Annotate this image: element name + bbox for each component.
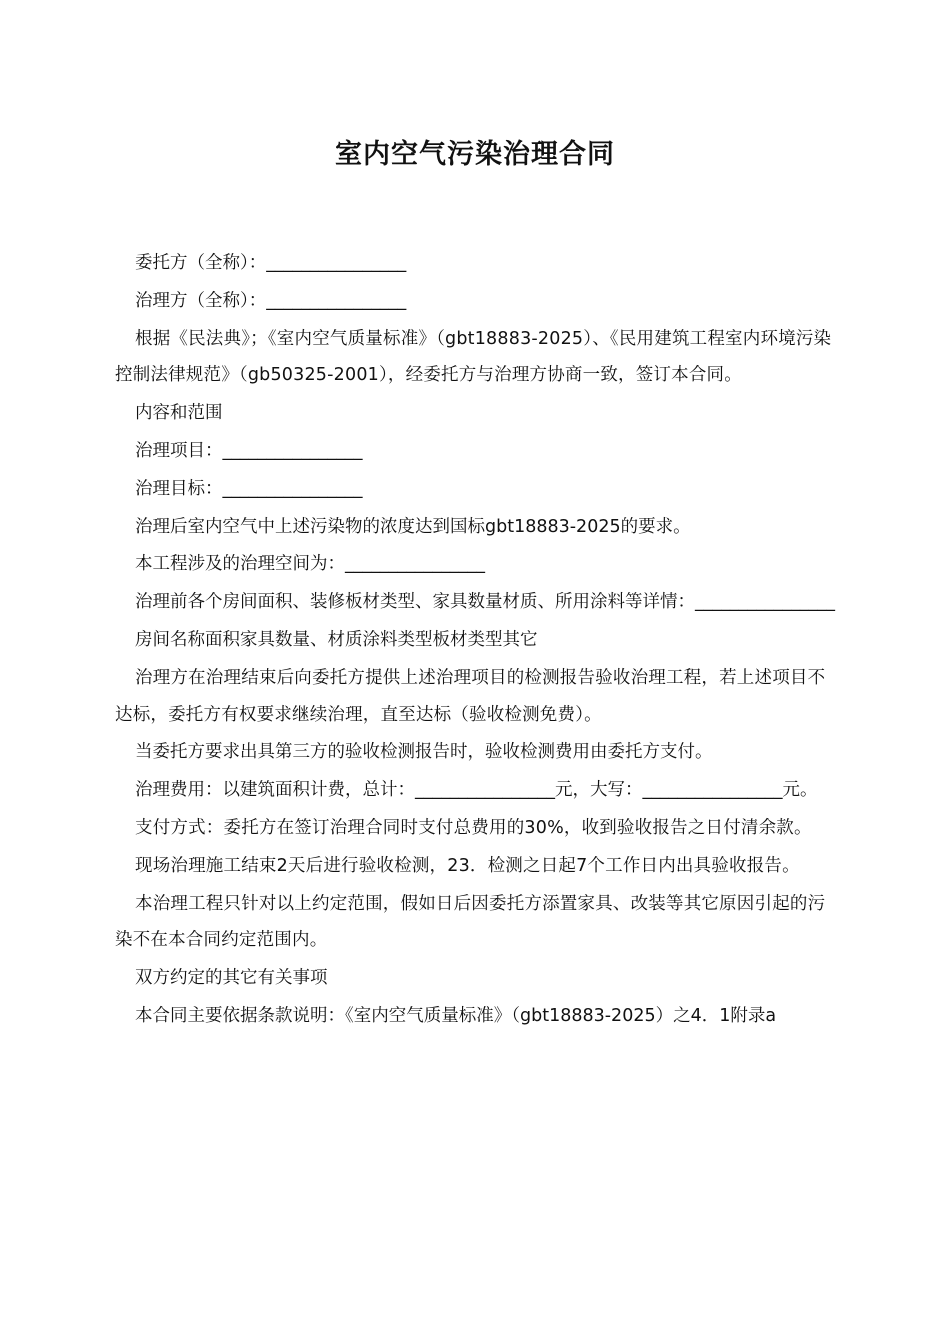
acceptance-paragraph: 治理方在治理结束后向委托方提供上述治理项目的检测报告验收治理工程，若上述项目不达标，委托方有权要求继续治理，直至达标（验收检测免费）。 [115, 667, 826, 725]
payment-method-paragraph: 支付方式：委托方在签订治理合同时支付总费用的30%，收到验收报告之日付清余款。 [135, 817, 812, 838]
document-body [115, 245, 837, 1036]
inspection-schedule-paragraph: 现场治理施工结束2天后进行验收检测，23．检测之日起7个工作日内出具验收报告。 [135, 855, 800, 876]
fee-paragraph: 治理费用：以建筑面积计费，总计：________________元，大写：________________元。 [135, 780, 818, 801]
client-party-line: 委托方（全称）：________________ [135, 253, 407, 273]
section-heading-scope: 内容和范围 [135, 403, 223, 424]
third-party-report-paragraph: 当委托方要求出具第三方的验收检测报告时，验收检测费用由委托方支付。 [135, 742, 713, 763]
section-heading-other-matters: 双方约定的其它有关事项 [135, 968, 328, 989]
treatment-item-line: 治理项目：________________ [135, 440, 363, 461]
standard-requirement-paragraph: 治理后室内空气中上述污染物的浓度达到国标gbt18883-2025的要求。 [135, 516, 691, 537]
basis-clause-paragraph: 本合同主要依据条款说明：《室内空气质量标准》（gbt18883-2025）之4．1附录a [135, 1005, 777, 1026]
room-table-header: 房间名称面积家具数量、材质涂料类型板材类型其它 [135, 629, 538, 650]
contractor-party-line: 治理方（全称）：________________ [135, 290, 407, 311]
treatment-space-line: 本工程涉及的治理空间为：________________ [135, 554, 485, 575]
legal-basis-paragraph: 根据《民法典》；《室内空气质量标准》（gbt18883-2025）、《民用建筑工程室内环境污染控制法律规范》（gb50325-2001），经委托方与治理方协商一致，签订本合同。 [115, 328, 832, 386]
room-details-line: 治理前各个房间面积、装修板材类型、家具数量材质、所用涂料等详情：________________ [135, 592, 835, 613]
page-title: 室内空气污染治理合同 [335, 139, 615, 170]
scope-limitation-paragraph: 本治理工程只针对以上约定范围，假如日后因委托方添置家具、改装等其它原因引起的污染不在本合同约定范围内。 [115, 893, 826, 951]
treatment-goal-line: 治理目标：________________ [135, 478, 363, 499]
